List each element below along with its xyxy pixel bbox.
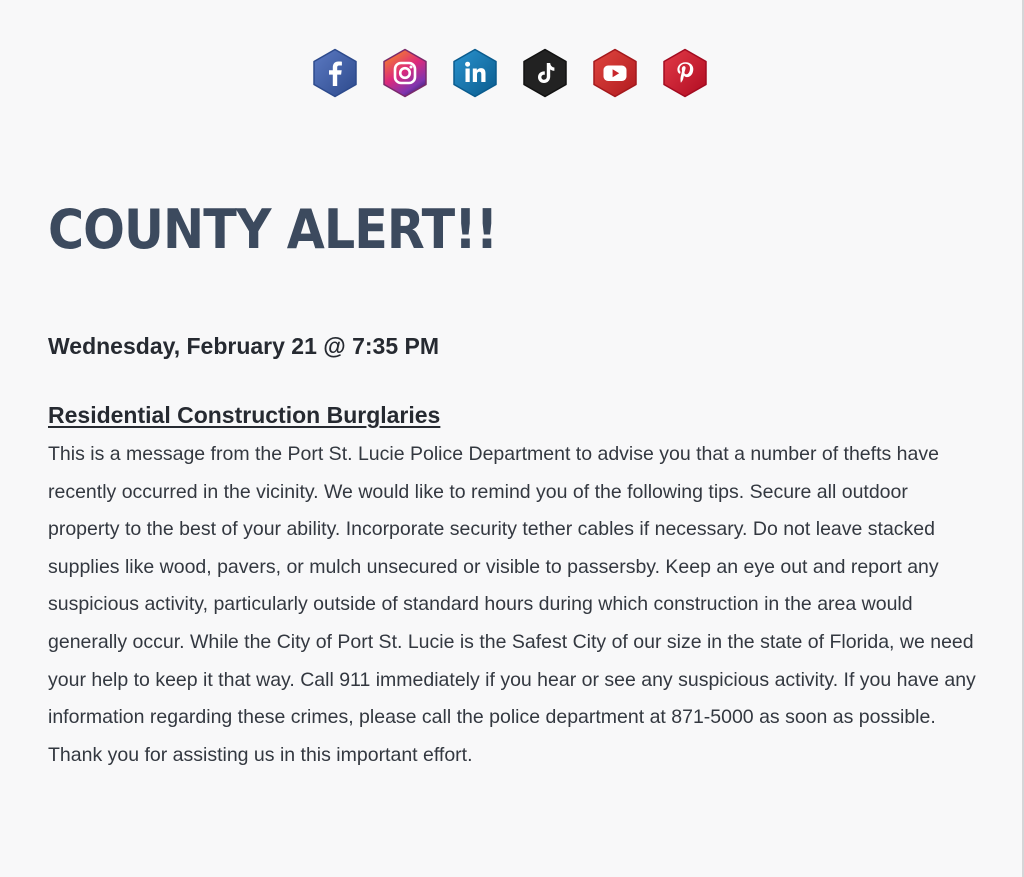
alert-body-text: This is a message from the Port St. Lucie Police Department to advise you that a number of thefts have recently occurred in the vicinity. We would like to remind you of the following tips. Secure all outdoor property to the best of your ability. Incorporate security tether cables if necessary. Do not leave stacked supplies like wood, pavers, or mulch unsecured or visible to passersby. Keep an eye out and report any suspicious activity, particularly outside of standard hours during which construction in the area would generally occur. While the City of Port St. Lucie is the Safest City of our size in the state of Florida, we need your help to keep it that way. Call 911 immediately if you hear or see any suspicious activity. If you have any information regarding these crimes, please call the police department at 871-5000 as soon as possible. Thank you for assisting us in this important effort. [48,443,976,766]
alert-date: Wednesday, February 21 @ 7:35 PM [48,333,439,359]
social-links-row [0,48,1024,98]
youtube-link[interactable] [592,48,638,98]
alert-title: COUNTY ALERT!! [48,198,498,261]
instagram-link[interactable] [382,48,428,98]
facebook-icon [312,48,358,98]
instagram-icon [382,48,428,98]
linkedin-link[interactable] [452,48,498,98]
facebook-link[interactable] [312,48,358,98]
pinterest-icon [662,48,708,98]
youtube-icon [592,48,638,98]
linkedin-icon [452,48,498,98]
alert-subject-heading: Residential Construction Burglaries [48,402,441,428]
tiktok-link[interactable] [522,48,568,98]
tiktok-icon [522,48,568,98]
pinterest-link[interactable] [662,48,708,98]
